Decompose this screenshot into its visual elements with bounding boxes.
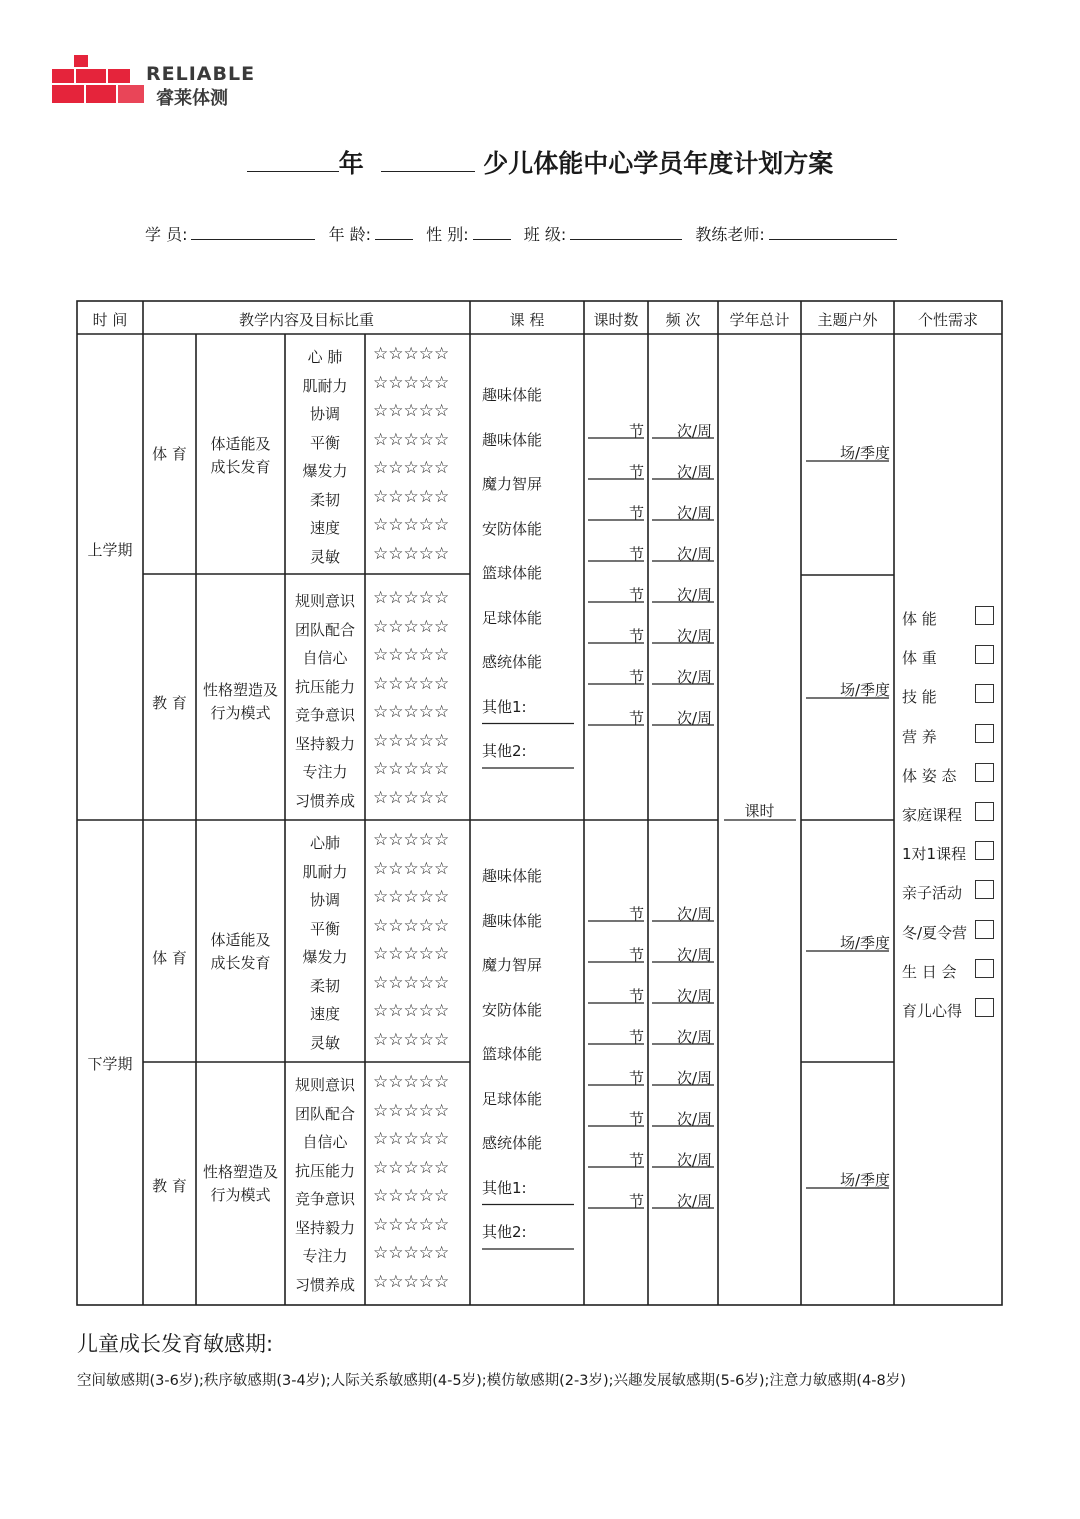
star-rating[interactable]: ☆☆☆☆☆ — [373, 1129, 450, 1149]
s1-edu-item: 专注力 — [302, 763, 348, 781]
course-name: 其他2: — [482, 742, 527, 760]
star-rating[interactable]: ☆☆☆☆☆ — [373, 915, 450, 936]
course-name: 魔力智屏 — [482, 475, 543, 493]
subcategory-character-1: 性格塑造及 行为模式 — [202, 681, 278, 722]
lesson-unit: 节 — [628, 422, 644, 440]
star-rating[interactable]: ☆☆☆☆☆ — [373, 1186, 450, 1206]
subcategory-fitness-1: 体适能及 成长发育 — [210, 435, 271, 476]
year-label: 年 — [338, 149, 364, 178]
frequency-unit: 次/周 — [676, 1151, 712, 1169]
s1-pe-item: 柔韧 — [309, 490, 340, 509]
s2-edu-item: 团队配合 — [294, 1104, 355, 1123]
need-checkbox[interactable] — [975, 959, 994, 978]
frequency-unit: 次/周 — [676, 1110, 712, 1128]
frequency-unit: 次/周 — [676, 1192, 712, 1210]
star-rating[interactable]: ☆☆☆☆☆ — [373, 401, 450, 421]
need-label: 技 能 — [902, 688, 937, 707]
s2-pe-item: 协调 — [309, 891, 340, 909]
s1-pe-item: 心 肺 — [307, 348, 343, 366]
sensitive-period-text: 空间敏感期(3-6岁);秩序敏感期(3-4岁);人际关系敏感期(4-5岁);模仿敏感期(2-3岁);兴趣发展敏感期(5-6岁);注意力敏感期(4-8岁) — [77, 1373, 906, 1389]
star-rating[interactable]: ☆☆☆☆☆ — [373, 730, 450, 751]
need-label: 体 重 — [902, 649, 937, 668]
course-name: 魔力智屏 — [482, 956, 543, 974]
lesson-unit: 节 — [628, 668, 644, 686]
star-rating[interactable]: ☆☆☆☆☆ — [373, 543, 450, 564]
s2-edu-item: 规则意识 — [294, 1076, 355, 1094]
s2-pe-item: 肌耐力 — [302, 862, 348, 881]
annual-total-unit: 课时 — [744, 802, 775, 820]
frequency-unit: 次/周 — [676, 504, 712, 522]
lesson-unit: 节 — [628, 463, 644, 481]
need-checkbox[interactable] — [975, 684, 994, 703]
star-rating[interactable]: ☆☆☆☆☆ — [373, 858, 450, 879]
course-name: 足球体能 — [482, 608, 543, 627]
need-label: 亲子活动 — [902, 884, 963, 903]
lesson-unit: 节 — [628, 987, 644, 1005]
star-rating[interactable]: ☆☆☆☆☆ — [373, 887, 450, 907]
need-checkbox[interactable] — [975, 841, 994, 860]
header-needs: 个性需求 — [917, 311, 978, 329]
coach-label: 教练老师: — [695, 225, 765, 244]
star-rating[interactable]: ☆☆☆☆☆ — [373, 486, 450, 507]
s1-edu-item: 团队配合 — [294, 620, 355, 639]
s1-edu-item: 习惯养成 — [294, 791, 355, 810]
course-name: 趣味体能 — [482, 911, 543, 930]
student-label: 学 员: — [145, 225, 188, 244]
need-label: 体 姿 态 — [902, 766, 957, 785]
s2-pe-item: 柔韧 — [309, 976, 340, 995]
header-outdoor: 主题户外 — [817, 311, 878, 329]
need-label: 育儿心得 — [902, 1002, 963, 1020]
frequency-unit: 次/周 — [676, 946, 712, 964]
star-rating[interactable]: ☆☆☆☆☆ — [373, 458, 450, 478]
s2-edu-item: 专注力 — [302, 1247, 348, 1265]
lesson-unit: 节 — [628, 1192, 644, 1210]
star-rating[interactable]: ☆☆☆☆☆ — [373, 1001, 450, 1021]
star-rating[interactable]: ☆☆☆☆☆ — [373, 616, 450, 637]
frequency-unit: 次/周 — [676, 987, 712, 1005]
s1-edu-item: 竞争意识 — [294, 706, 355, 724]
lesson-unit: 节 — [628, 1069, 644, 1087]
course-name: 安防体能 — [482, 519, 543, 538]
semester-first: 上学期 — [87, 541, 133, 559]
s1-pe-item: 协调 — [309, 405, 340, 423]
s1-pe-item: 爆发力 — [302, 462, 348, 480]
s1-edu-item: 坚持毅力 — [294, 734, 355, 753]
subcategory-fitness-2: 体适能及 成长发育 — [210, 931, 271, 972]
need-checkbox[interactable] — [975, 645, 994, 664]
semester-second: 下学期 — [87, 1055, 133, 1073]
s2-pe-item: 速度 — [309, 1005, 340, 1023]
frequency-unit: 次/周 — [676, 709, 712, 727]
frequency-unit: 次/周 — [676, 586, 712, 604]
s1-pe-item: 平衡 — [309, 433, 340, 452]
s2-pe-item: 爆发力 — [302, 948, 348, 966]
frequency-unit: 次/周 — [676, 422, 712, 440]
s1-pe-item: 肌耐力 — [302, 376, 348, 395]
need-checkbox[interactable] — [975, 920, 994, 939]
frequency-unit: 次/周 — [676, 1028, 712, 1046]
star-rating[interactable]: ☆☆☆☆☆ — [373, 830, 450, 850]
header-annual-total: 学年总计 — [729, 311, 790, 329]
star-rating[interactable]: ☆☆☆☆☆ — [373, 673, 450, 694]
course-name: 篮球体能 — [482, 1045, 543, 1063]
s2-edu-item: 坚持毅力 — [294, 1218, 355, 1237]
frequency-unit: 次/周 — [676, 627, 712, 645]
category-pe-1: 体 育 — [152, 445, 187, 463]
outdoor-unit: 场/季度 — [839, 1171, 890, 1189]
title-text: 少儿体能中心学员年度计划方案 — [483, 149, 834, 178]
course-name: 感统体能 — [482, 653, 543, 671]
course-name: 趣味体能 — [482, 386, 543, 404]
class-label: 班 级: — [523, 225, 567, 244]
header-frequency: 频 次 — [665, 311, 701, 329]
star-rating[interactable]: ☆☆☆☆☆ — [373, 1243, 450, 1263]
course-name: 趣味体能 — [482, 430, 543, 449]
outdoor-unit: 场/季度 — [839, 934, 890, 952]
course-name: 其他1: — [482, 1178, 527, 1197]
star-rating[interactable]: ☆☆☆☆☆ — [373, 372, 450, 393]
s2-edu-item: 习惯养成 — [294, 1275, 355, 1294]
s2-edu-item: 自信心 — [302, 1133, 348, 1151]
star-rating[interactable]: ☆☆☆☆☆ — [373, 702, 450, 722]
lesson-unit: 节 — [628, 504, 644, 522]
subcategory-character-2: 性格塑造及 行为模式 — [202, 1163, 278, 1204]
frequency-unit: 次/周 — [676, 668, 712, 686]
frequency-unit: 次/周 — [676, 1069, 712, 1087]
course-name: 足球体能 — [482, 1089, 543, 1108]
star-rating[interactable]: ☆☆☆☆☆ — [373, 1214, 450, 1235]
need-checkbox[interactable] — [975, 724, 994, 743]
lesson-unit: 节 — [628, 586, 644, 604]
star-rating[interactable]: ☆☆☆☆☆ — [373, 1029, 450, 1050]
s1-edu-item: 规则意识 — [294, 592, 355, 610]
course-name: 安防体能 — [482, 1000, 543, 1019]
star-rating[interactable]: ☆☆☆☆☆ — [373, 1157, 450, 1178]
header-lessons: 课时数 — [593, 311, 639, 329]
s1-edu-item: 抗压能力 — [294, 677, 355, 696]
star-rating[interactable]: ☆☆☆☆☆ — [373, 1271, 450, 1292]
brand-name-en: RELIABLE — [146, 63, 256, 85]
frequency-unit: 次/周 — [676, 463, 712, 481]
star-rating[interactable]: ☆☆☆☆☆ — [373, 759, 450, 779]
star-rating[interactable]: ☆☆☆☆☆ — [373, 787, 450, 808]
need-label: 1对1课程 — [902, 845, 967, 864]
star-rating[interactable]: ☆☆☆☆☆ — [373, 515, 450, 535]
need-label: 生 日 会 — [902, 962, 957, 981]
category-edu-2: 教 育 — [152, 1177, 187, 1195]
need-checkbox[interactable] — [975, 763, 994, 782]
need-label: 体 能 — [902, 610, 937, 628]
brand-name-cn: 睿莱体测 — [156, 88, 228, 109]
need-label: 家庭课程 — [902, 806, 963, 824]
course-name: 篮球体能 — [482, 564, 543, 582]
header-time: 时 间 — [92, 311, 128, 329]
outdoor-unit: 场/季度 — [839, 444, 890, 462]
course-name: 感统体能 — [482, 1134, 543, 1152]
gender-label: 性 别: — [426, 225, 469, 244]
need-checkbox[interactable] — [975, 802, 994, 821]
star-rating[interactable]: ☆☆☆☆☆ — [373, 1100, 450, 1121]
s2-edu-item: 抗压能力 — [294, 1161, 355, 1180]
header-course: 课 程 — [509, 311, 545, 329]
lesson-unit: 节 — [628, 709, 644, 727]
lesson-unit: 节 — [628, 1151, 644, 1169]
need-label: 冬/夏令营 — [902, 923, 968, 942]
s2-edu-item: 竞争意识 — [294, 1190, 355, 1208]
s2-pe-item: 灵敏 — [309, 1033, 340, 1052]
lesson-unit: 节 — [628, 545, 644, 563]
lesson-unit: 节 — [628, 905, 644, 923]
lesson-unit: 节 — [628, 946, 644, 964]
star-rating[interactable]: ☆☆☆☆☆ — [373, 944, 450, 964]
frequency-unit: 次/周 — [676, 905, 712, 923]
star-rating[interactable]: ☆☆☆☆☆ — [373, 429, 450, 450]
s2-pe-item: 心肺 — [309, 834, 340, 852]
star-rating[interactable]: ☆☆☆☆☆ — [373, 588, 450, 608]
star-rating[interactable]: ☆☆☆☆☆ — [373, 645, 450, 665]
lesson-unit: 节 — [628, 1110, 644, 1128]
course-name: 其他2: — [482, 1223, 527, 1241]
s1-edu-item: 自信心 — [302, 649, 348, 667]
sensitive-period-heading: 儿童成长发育敏感期: — [77, 1332, 274, 1356]
course-name: 趣味体能 — [482, 867, 543, 885]
category-pe-2: 体 育 — [152, 949, 187, 967]
star-rating[interactable]: ☆☆☆☆☆ — [373, 344, 450, 364]
course-name: 其他1: — [482, 697, 527, 716]
need-checkbox[interactable] — [975, 998, 994, 1017]
age-label: 年 龄: — [328, 225, 372, 244]
s1-pe-item: 速度 — [309, 519, 340, 537]
star-rating[interactable]: ☆☆☆☆☆ — [373, 1072, 450, 1092]
outdoor-unit: 场/季度 — [839, 681, 890, 699]
frequency-unit: 次/周 — [676, 545, 712, 563]
s1-pe-item: 灵敏 — [309, 547, 340, 566]
lesson-unit: 节 — [628, 627, 644, 645]
s2-pe-item: 平衡 — [309, 919, 340, 938]
lesson-unit: 节 — [628, 1028, 644, 1046]
need-checkbox[interactable] — [975, 606, 994, 625]
star-rating[interactable]: ☆☆☆☆☆ — [373, 972, 450, 993]
need-checkbox[interactable] — [975, 880, 994, 899]
need-label: 营 养 — [902, 727, 937, 746]
header-content: 教学内容及目标比重 — [238, 311, 374, 329]
category-edu-1: 教 育 — [152, 694, 187, 712]
